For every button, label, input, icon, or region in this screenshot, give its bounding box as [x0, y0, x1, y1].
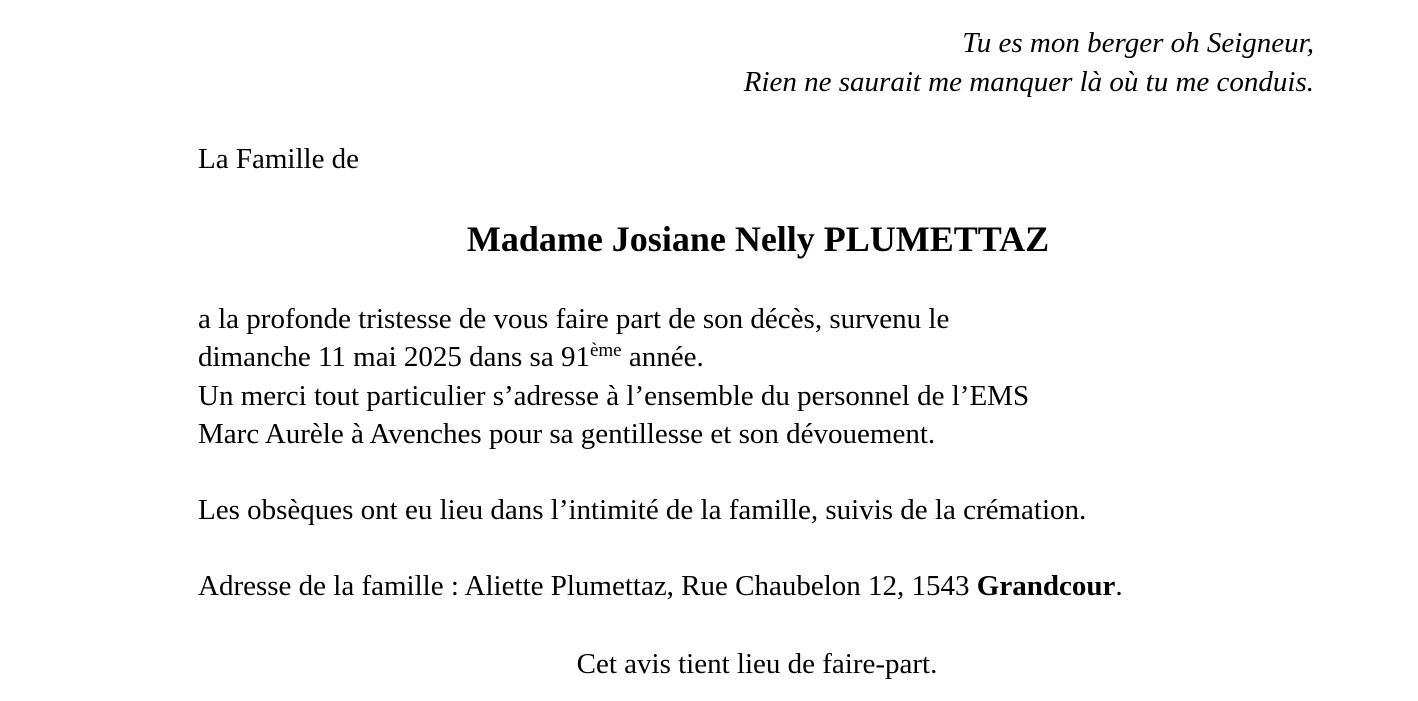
address-suffix: .: [1115, 570, 1123, 602]
closing-note: Cet avis tient lieu de faire-part.: [576, 648, 938, 680]
announcement-line-3: Un merci tout particulier s’adresse à l’ensemble du personnel de l’EMS: [198, 380, 1030, 412]
verse-line-2: Rien ne saurait me manquer là où tu me conduis.: [743, 66, 1314, 98]
announcement-line-2-end: année.: [621, 341, 704, 373]
announcement-line-1: a la profonde tristesse de vous faire part de son décès, survenu le: [198, 303, 950, 335]
verse-line-1: Tu es mon berger oh Seigneur,: [962, 27, 1314, 59]
announcement-line-2: [198, 339, 704, 375]
deceased-name: Madame Josiane Nelly PLUMETTAZ: [466, 219, 1050, 259]
address-prefix: Adresse de la famille : Aliette Plumettaz, Rue Chaubelon 12, 1543: [198, 570, 977, 602]
family-address: [198, 568, 1123, 604]
ordinal-suffix: ème: [589, 340, 622, 361]
intro-text: La Famille de: [198, 143, 360, 175]
announcement-line-4: Marc Aurèle à Avenches pour sa gentillesse et son dévouement.: [198, 418, 936, 450]
address-town: Grandcour: [976, 570, 1116, 602]
funeral-text: Les obsèques ont eu lieu dans l’intimité de la famille, suivis de la crémation.: [198, 494, 1087, 526]
announcement-line-2-start: dimanche 11 mai 2025 dans sa 91: [198, 341, 590, 373]
